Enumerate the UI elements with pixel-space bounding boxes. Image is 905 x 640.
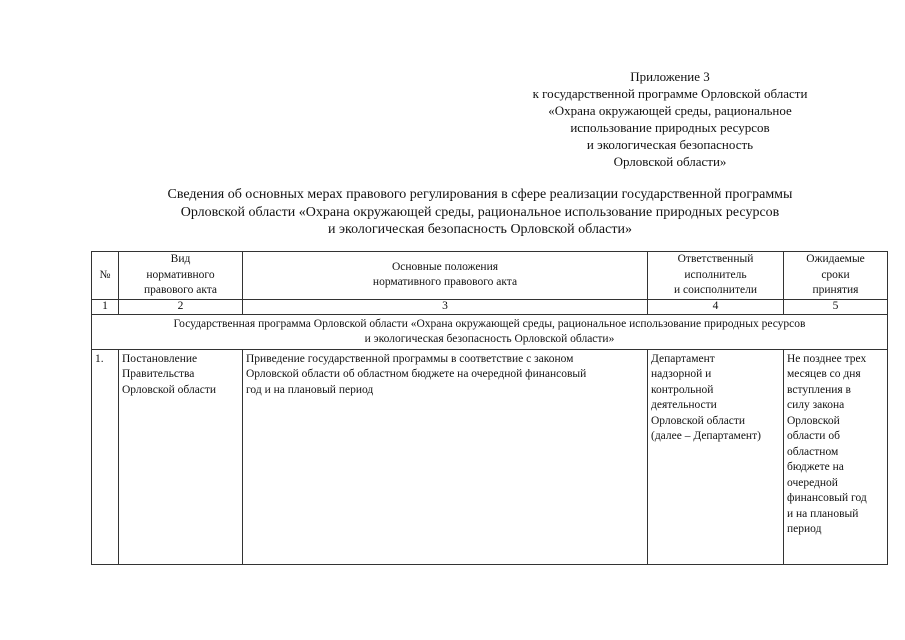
appendix-line: Орловской области» [613,154,727,169]
column-number: 2 [119,299,243,314]
appendix-line: Приложение 3 [630,69,710,84]
column-number: 5 [784,299,888,314]
appendix-line: и экологическая безопасность [586,137,754,152]
column-number-row [92,299,888,314]
document-title [100,186,860,239]
table-row [92,349,888,564]
title-line: Сведения об основных мерах правового регулирования в сфере реализации государственной программы [167,187,793,202]
act-type-cell: Постановление Правительства Орловской области [119,349,243,564]
deadline-cell: Не позднее трех месяцев со дня вступления в силу закона Орловской области об областном бюджете на очередной финансовый год и на плановый период [784,349,888,564]
column-number: 3 [243,299,648,314]
appendix-block [505,68,835,170]
appendix-line: использование природных ресурсов [570,120,770,135]
provisions-cell: Приведение государственной программы в соответствие с законом Орловской области об областном бюджете на очередной финансовый год и на плановый период [243,349,648,564]
program-title-cell: Государственная программа Орловской области «Охрана окружающей среды, рациональное использование природных ресурсов и экологическая безопасность Орловской области» [92,314,888,349]
header-act-type: Вид нормативного правового акта [119,252,243,300]
column-number: 4 [648,299,784,314]
row-number-cell: 1. [92,349,119,564]
title-line: Орловской области «Охрана окружающей среды, рациональное использование природных ресурсов [180,204,780,220]
program-section-row [92,314,888,349]
header-executor: Ответственный исполнитель и соисполнители [648,252,784,300]
appendix-line: к государственной программе Орловской области [532,86,808,101]
table-header-row [92,252,888,300]
header-provisions: Основные положения нормативного правового акта [243,252,648,300]
title-line: и экологическая безопасность Орловской области» [328,222,632,237]
header-number: № [92,252,119,300]
legal-measures-table [91,251,888,565]
appendix-line: «Охрана окружающей среды, рациональное [548,103,792,118]
column-number: 1 [92,299,119,314]
header-deadline: Ожидаемые сроки принятия [784,252,888,300]
executor-cell: Департамент надзорной и контрольной деятельности Орловской области (далее – Департамент) [648,349,784,564]
